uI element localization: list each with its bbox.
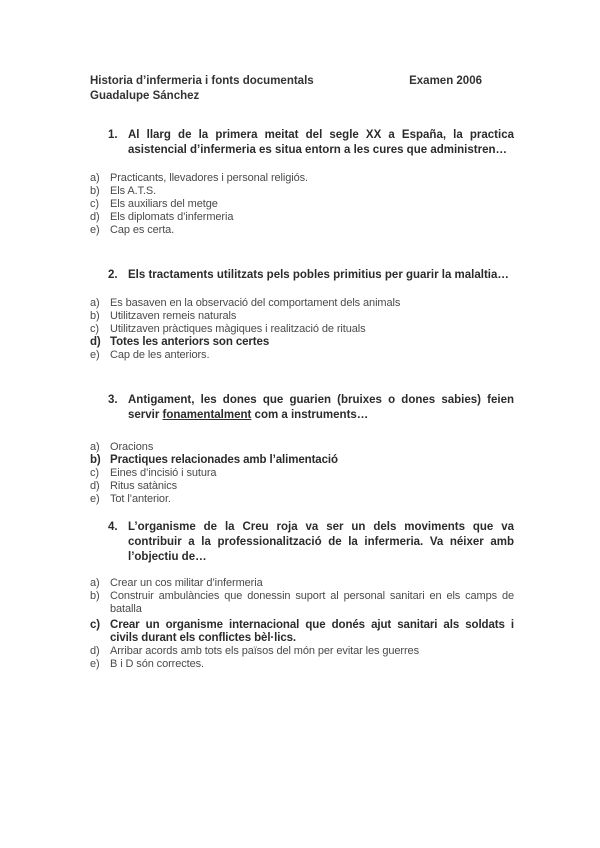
- question-number: 2.: [108, 269, 118, 281]
- question-3: [90, 393, 514, 506]
- option-e: e) Cap de les anteriors.: [90, 349, 210, 361]
- option-b: b) Practiques relacionades amb l’alimentació: [90, 454, 338, 466]
- option-c: c) Utilitzaven pràctiques màgiques i realització de rituals: [90, 323, 366, 335]
- option-b: b) Utilitzaven remeis naturals: [90, 310, 237, 322]
- option-b: b) Construir ambulàncies que donessin suport al personal sanitari en els camps de batalla: [90, 590, 514, 615]
- question-text: Els tractaments utilitzats pels pobles primitius per guarir la malaltia…: [128, 269, 509, 281]
- underlined-word: fonamentalment: [162, 409, 252, 421]
- author-name: Guadalupe Sánchez: [90, 90, 200, 102]
- option-d: d) Els diplomats d’infermeria: [90, 211, 234, 223]
- options-list: [90, 577, 514, 671]
- exam-year: Examen 2006: [409, 75, 482, 87]
- option-e: e) B i D són correctes.: [90, 658, 204, 670]
- question-number: 3.: [108, 394, 118, 406]
- question-text: Antigament, les dones que guarien (bruixes o dones sabies) feien servir fonamentalment com a instruments…: [128, 394, 514, 421]
- option-a: a) Oracions: [90, 441, 154, 453]
- question-text: L’organisme de la Creu roja va ser un dels moviments que va contribuir a la professionalització de la infermeria. Va néixer amb l’objectiu de…: [128, 521, 514, 563]
- document-header: [90, 74, 500, 104]
- question-1: [90, 128, 514, 237]
- question-4: [90, 520, 514, 671]
- question-number: 1.: [108, 129, 118, 141]
- question-2: [90, 268, 514, 362]
- option-a: a) Es basaven en la observació del comportament dels animals: [90, 297, 401, 309]
- options-list: [90, 172, 514, 237]
- options-list: [90, 441, 514, 506]
- option-b: b) Els A.T.S.: [90, 185, 157, 197]
- option-d: d) Totes les anteriors son certes: [90, 336, 270, 348]
- course-title: Historia d’infermeria i fonts documentals: [90, 75, 314, 87]
- question-number: 4.: [108, 521, 118, 533]
- option-a: a) Practicants, llevadores i personal religiós.: [90, 172, 308, 184]
- option-e: e) Tot l’anterior.: [90, 493, 171, 505]
- option-d: d) Arribar acords amb tots els països del món per evitar les guerres: [90, 645, 419, 657]
- option-c: c) Eines d’incisió i sutura: [90, 467, 217, 479]
- options-list: [90, 297, 514, 362]
- question-text: Al llarg de la primera meitat del segle XX a España, la practica asistencial d’infermeria es situa entorn a les cures que administren…: [128, 129, 514, 156]
- option-a: a) Crear un cos militar d’infermeria: [90, 577, 263, 589]
- option-e: e) Cap es certa.: [90, 224, 175, 236]
- option-d: d) Ritus satànics: [90, 480, 178, 492]
- option-c: c) Els auxiliars del metge: [90, 198, 218, 210]
- option-c: c) Crear un organisme internacional que donés ajut sanitari als soldats i civils durant els conflictes bèl·lics.: [90, 619, 514, 644]
